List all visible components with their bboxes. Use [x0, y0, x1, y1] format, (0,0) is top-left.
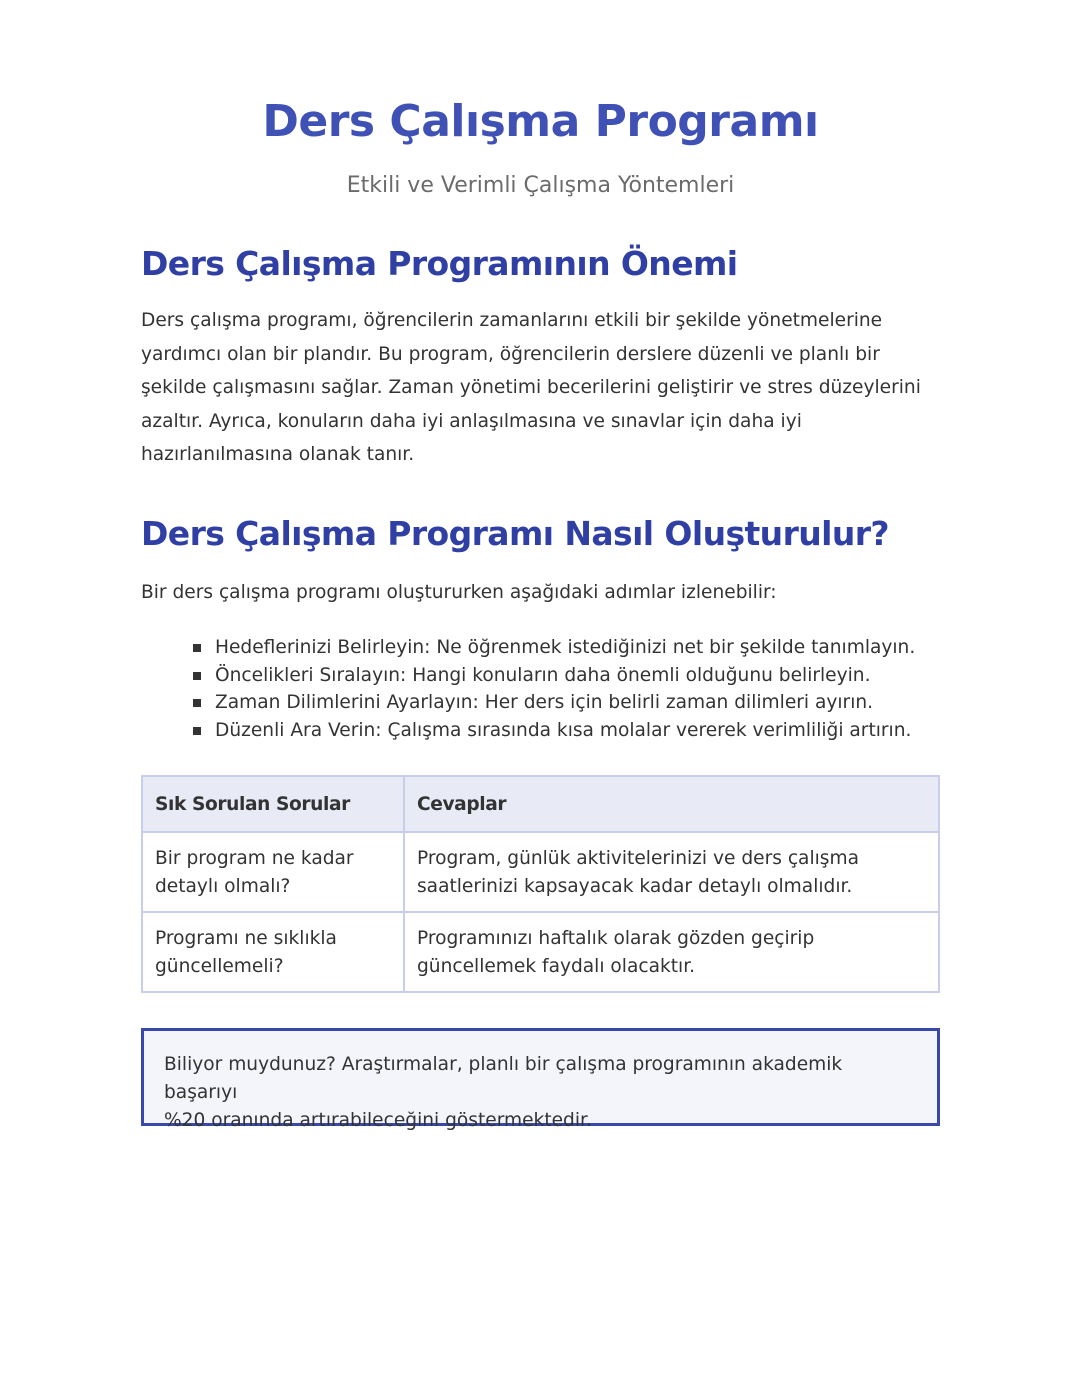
list-item	[191, 662, 915, 690]
section-heading-how-to: Ders Çalışma Programı Nasıl Oluşturulur?	[141, 514, 889, 553]
answer-cell	[404, 912, 939, 992]
column-header-questions: Sık Sorulan Sorular	[142, 776, 404, 832]
square-bullet-icon	[193, 672, 201, 680]
steps-list	[191, 634, 915, 744]
list-item-text: Zaman Dilimlerini Ayarlayın: Her ders için belirli zaman dilimleri ayırın.	[215, 692, 874, 713]
table-header-row	[142, 776, 939, 832]
list-item	[191, 689, 915, 717]
did-you-know-callout	[141, 1028, 940, 1131]
cell-line: Program, günlük aktivitelerinizi ve ders çalışma	[417, 848, 859, 869]
cell-line: güncellemek faydalı olacaktır.	[417, 956, 696, 977]
table-row	[142, 832, 939, 912]
answer-cell	[404, 832, 939, 912]
section-heading-importance: Ders Çalışma Programının Önemi	[141, 244, 738, 283]
list-item-text: Hedeflerinizi Belirleyin: Ne öğrenmek istediğinizi net bir şekilde tanımlayın.	[215, 637, 916, 658]
square-bullet-icon	[193, 699, 201, 707]
question-cell	[142, 832, 404, 912]
cell-line: saatlerinizi kapsayacak kadar detaylı olmalıdır.	[417, 876, 853, 897]
callout-line: Biliyor muydunuz? Araştırmalar, planlı bir çalışma programının akademik başarıyı	[164, 1054, 843, 1103]
square-bullet-icon	[193, 727, 201, 735]
page-title: Ders Çalışma Programı	[262, 96, 819, 147]
column-header-answers: Cevaplar	[404, 776, 939, 832]
cell-line: güncellemeli?	[155, 956, 284, 977]
paragraph-line: azaltır. Ayrıca, konuların daha iyi anlaşılmasına ve sınavlar için daha iyi	[141, 410, 802, 432]
paragraph-line: Ders çalışma programı, öğrencilerin zamanlarını etkili bir şekilde yönetmelerine	[141, 310, 883, 331]
square-bullet-icon	[193, 644, 201, 652]
paragraph-line: şekilde çalışmasını sağlar. Zaman yönetimi becerilerini geliştirir ve stres düzeylerini	[141, 377, 921, 399]
list-item	[191, 717, 915, 745]
callout-line: %20 oranında artırabileceğini göstermektedir.	[164, 1110, 592, 1131]
page-subtitle: Etkili ve Verimli Çalışma Yöntemleri	[346, 173, 735, 198]
cell-line: detaylı olmalı?	[155, 876, 291, 897]
importance-paragraph	[141, 304, 931, 472]
cell-line: Programı ne sıklıkla	[155, 928, 337, 949]
cell-line: Programınızı haftalık olarak gözden geçirip	[417, 928, 815, 949]
list-item	[191, 634, 915, 662]
list-item-text: Öncelikleri Sıralayın: Hangi konuların daha önemli olduğunu belirleyin.	[215, 664, 871, 686]
cell-line: Bir program ne kadar	[155, 848, 354, 869]
paragraph-line: hazırlanılmasına olanak tanır.	[141, 444, 415, 466]
paragraph-line: yardımcı olan bir plandır. Bu program, öğrencilerin derslere düzenli ve planlı bir	[141, 343, 880, 365]
table-row	[142, 912, 939, 992]
faq-table	[141, 775, 940, 993]
list-item-text: Düzenli Ara Verin: Çalışma sırasında kısa molalar vererek verimliliği artırın.	[215, 719, 912, 741]
steps-intro: Bir ders çalışma programı oluştururken aşağıdaki adımlar izlenebilir:	[141, 582, 777, 603]
question-cell	[142, 912, 404, 992]
